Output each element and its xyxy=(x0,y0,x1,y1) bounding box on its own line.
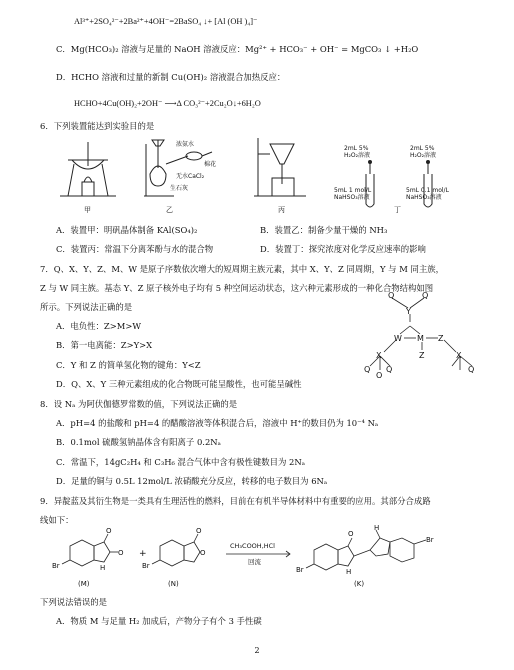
page-number: 2 xyxy=(254,646,260,655)
q5-option-c: C．Mg(HCO₃)₂ 溶液与足量的 NaOH 溶液反应：Mg²⁺ + HCO₃⁻ + OH⁻ = MgCO₃ ↓ +H₂O xyxy=(56,44,419,54)
label-yi: 乙 xyxy=(166,206,173,214)
q9-stem-line2: 线如下： xyxy=(40,515,74,525)
svg-text:H₂O₂溶液: H₂O₂溶液 xyxy=(344,152,371,159)
q6-option-b: B．装置乙：制备少量干燥的 NH₃ xyxy=(260,225,388,235)
atom-m: M xyxy=(417,334,424,343)
svg-text:NaHSO₃溶液: NaHSO₃溶液 xyxy=(406,194,442,201)
atom-q-left: Q xyxy=(364,365,371,374)
label-nh3-water: 浓氨水 xyxy=(176,141,195,148)
q7-stem-line2: Z 与 W 同主族。基态 Y、Z 原子核外电子均有 5 种空间运动状态，这六种元素形成的一种化合物结构如图 xyxy=(40,283,434,293)
n-o-label: O xyxy=(196,527,202,535)
svg-text:5mL 1 mol/L: 5mL 1 mol/L xyxy=(334,187,372,194)
k-br-right: Br xyxy=(426,536,434,544)
q7-option-c: C．Y 和 Z 的简单氢化物的键角：Y<Z xyxy=(56,360,201,370)
molecule-m xyxy=(62,534,118,566)
atom-q-top-left: Q xyxy=(388,291,395,300)
svg-text:2mL 5%: 2mL 5% xyxy=(410,145,435,152)
q6-option-a: A．装置甲：明矾晶体制备 KAl(SO₄)₂ xyxy=(56,225,198,235)
apparatus-jia xyxy=(60,142,116,196)
svg-text:NaHSO₃溶液: NaHSO₃溶液 xyxy=(334,194,370,201)
q9-option-a: A．物质 M 与足量 H₂ 加成后，产物分子有个 3 手性碳 xyxy=(56,616,262,626)
q7-option-d: D．Q、X、Y 三种元素组成的化合物既可能呈酸性，也可能呈碱性 xyxy=(56,379,302,389)
molecule-k xyxy=(306,530,426,570)
q7-compound-structure xyxy=(364,290,484,378)
m-o-label-right: O xyxy=(118,549,124,557)
k-o-label: O xyxy=(348,530,354,538)
condition-label: 回流 xyxy=(248,558,261,566)
atom-q-top-right: Q xyxy=(422,291,429,300)
q6-option-d: D．装置丁：探究浓度对化学反应速率的影响 xyxy=(260,244,426,254)
q7-option-b: B．第一电离能：Z>Y>X xyxy=(56,340,153,350)
label-cacl2: 无水CaCl₂ xyxy=(176,173,205,180)
q7-stem-line3: 所示。下列说法正确的是 xyxy=(40,302,133,312)
n-br-label: Br xyxy=(142,562,150,570)
q9-question: 下列说法错误的是 xyxy=(40,597,107,607)
label-n: (N) xyxy=(168,580,179,588)
q5-option-d: D．HCHO 溶液和过量的新制 Cu(OH)₂ 溶液混合加热反应： xyxy=(56,72,286,82)
apparatus-bing xyxy=(254,138,306,196)
m-nh-label: H xyxy=(100,564,106,572)
label-lime: 生石灰 xyxy=(170,185,189,192)
atom-q-right: Q xyxy=(468,365,475,374)
atom-x-left: X xyxy=(376,351,382,360)
k-h-right: H xyxy=(374,524,380,532)
q5-option-d-equation: HCHO+4Cu(OH)₂+2OH⁻ ⟶Δ CO₃²⁻+2Cu₂O↓+6H₂O xyxy=(74,99,261,108)
q9-stem-line1: 9．异靛蓝及其衍生物是一类具有生理活性的燃料，目前在有机半导体材料中有重要的应用。其部分合成路 xyxy=(40,496,431,506)
atom-y: Y xyxy=(406,307,411,316)
q8-option-a: A．pH=4 的盐酸和 pH=4 的醋酸溶液等体积混合后，溶液中 H⁺的数目仍为 10⁻⁴ Nₐ xyxy=(56,418,379,428)
m-o-label-top: O xyxy=(106,527,112,535)
q6-apparatus-figure xyxy=(54,134,474,218)
svg-text:2mL 5%: 2mL 5% xyxy=(344,145,369,152)
q6-stem: 6．下列装置能达到实验目的是 xyxy=(40,121,155,131)
q8-option-d: D．足量的铜与 0.5L 12mol/L 浓硝酸充分反应，转移的电子数目为 6Nₐ xyxy=(56,476,328,486)
k-h-left: H xyxy=(346,568,352,576)
label-m: (M) xyxy=(78,580,90,588)
label-cotton: 棉花 xyxy=(204,161,217,168)
svg-text:5mL 0.1 mol/L: 5mL 0.1 mol/L xyxy=(406,187,449,194)
atom-w: W xyxy=(394,334,402,343)
atom-z-bottom: Z xyxy=(419,351,425,360)
q7-stem-line1: 7．Q、X、Y、Z、M、W 是原子序数依次增大的短周期主族元素，其中 X、Y、Z 同周期，Y 与 M 同主族， xyxy=(40,264,444,274)
q8-option-b: B．0.1mol 硫酸氢钠晶体含有阳离子 0.2Nₐ xyxy=(56,437,221,447)
q9-reaction-scheme xyxy=(40,524,480,590)
q8-option-c: C．常温下，14gC₂H₄ 和 C₃H₆ 混合气体中含有极性键数目为 2Nₐ xyxy=(56,457,305,467)
atom-q-left-bottom: Q xyxy=(376,371,383,378)
q8-stem: 8．设 Nₐ 为阿伏伽德罗常数的值，下列说法正确的是 xyxy=(40,399,238,409)
label-ding: 丁 xyxy=(394,206,401,214)
label-bing: 丙 xyxy=(278,206,285,214)
m-br-label: Br xyxy=(52,562,60,570)
molecule-n xyxy=(152,534,200,566)
ionic-equation-line: Al³⁺+2SO₄²⁻+2Ba²⁺+4OH⁻=2BaSO₄ ↓+ [Al (OH )₄]⁻ xyxy=(74,17,258,26)
reagent-label: CH₃COOH,HCl xyxy=(230,542,275,550)
atom-z-right: Z xyxy=(438,334,444,343)
atom-q-left-right: Q xyxy=(386,365,393,374)
q6-option-c: C．装置丙：常温下分离苯酚与水的混合物 xyxy=(56,244,214,254)
svg-text:H₂O₂溶液: H₂O₂溶液 xyxy=(410,152,437,159)
atom-x-right: X xyxy=(456,351,462,360)
label-jia: 甲 xyxy=(84,206,91,214)
label-k: (K) xyxy=(354,580,365,588)
n-o-label-ring: O xyxy=(200,549,206,557)
svg-text:+: + xyxy=(139,549,147,559)
q7-option-a: A．电负性：Z>M>W xyxy=(56,321,141,331)
k-br-left: Br xyxy=(296,566,304,574)
